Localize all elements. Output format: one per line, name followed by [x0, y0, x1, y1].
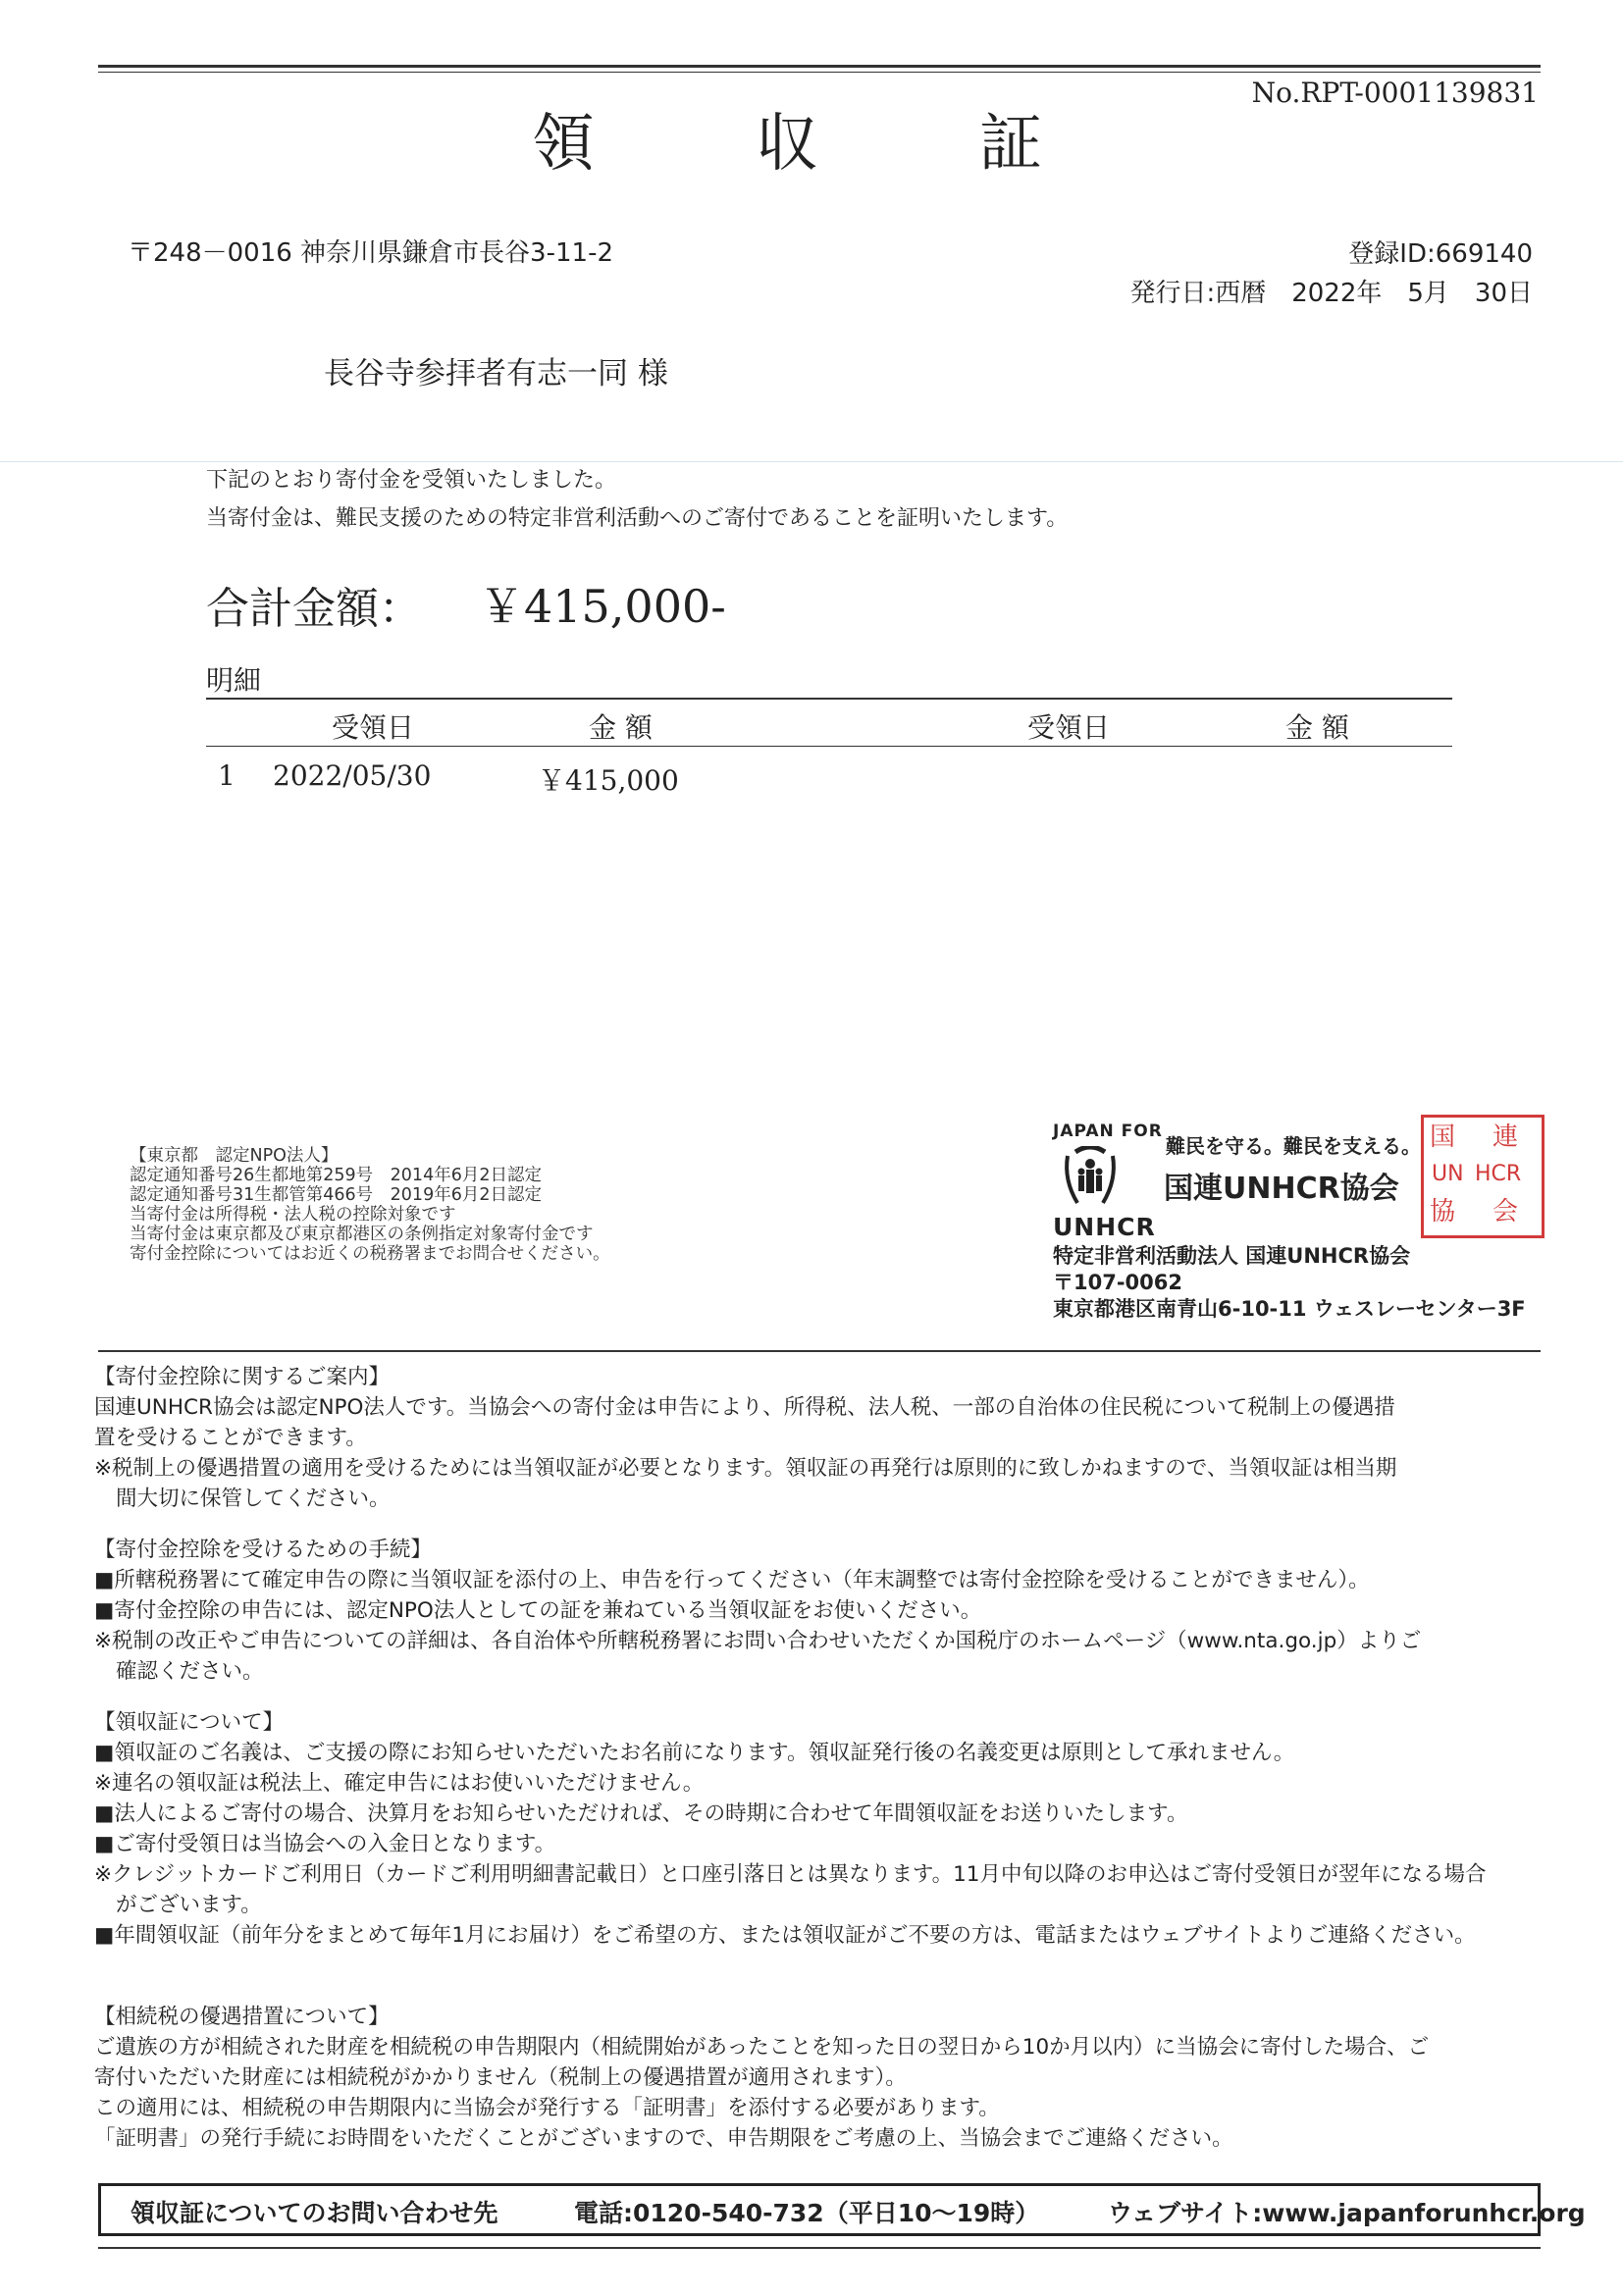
total-label: 合計金額：	[206, 584, 422, 634]
registration-id: 登録ID:669140	[1348, 239, 1533, 269]
details-header-rule	[206, 746, 1452, 747]
seal-char: 会	[1492, 1197, 1519, 1226]
recipient-address: 〒248－0016 神奈川県鎌倉市長谷3-11-2	[128, 238, 613, 268]
bottom-rule	[98, 2247, 1541, 2249]
section-title: 【相続税の優遇措置について】	[94, 2005, 390, 2029]
npo-info	[130, 1146, 610, 1264]
details-heading: 明細	[206, 664, 262, 697]
unhcr-logo-icon	[1060, 1146, 1121, 1215]
receipt-number: No.RPT-0001139831	[1251, 77, 1539, 109]
notice-line: ■寄付金控除の申告には、認定NPO法人としての証を兼ねている当領収証をお使いください。	[94, 1598, 982, 1623]
contact-box	[98, 2183, 1586, 2236]
official-seal	[1421, 1115, 1544, 1238]
npo-info-line: 寄付金控除についてはお近くの税務署までお問合せください。	[130, 1244, 610, 1264]
row-date: 2022/05/30	[273, 759, 432, 792]
col-header-amount-2: 金 額	[1285, 711, 1349, 744]
separator-line	[0, 461, 1623, 462]
notice-line: ■領収証のご名義は、ご支援の際にお知らせいただいたお名前になります。領収証発行後の名義変更は原則として承れません。	[94, 1741, 1295, 1765]
notice-line: 間大切に保管してください。	[116, 1487, 391, 1511]
npo-info-line: 認定通知番号26生都地第259号 2014年6月2日認定	[130, 1166, 542, 1185]
intro-line-1: 下記のとおり寄付金を受領いたしました。	[206, 468, 617, 493]
intro-line-2: 当寄付金は、難民支援のための特定非営利活動へのご寄付であることを証明いたします。	[206, 506, 1069, 531]
unhcr-emblem-icon	[1060, 1146, 1121, 1215]
seal-char: UN	[1432, 1162, 1464, 1186]
logo-unhcr: UNHCR	[1053, 1213, 1156, 1241]
notice-line: 寄付いただいた財産には相続税がかかりません（税制上の優遇措置が適用されます）。	[94, 2065, 907, 2090]
total-amount: ￥415,000-	[479, 580, 726, 633]
npo-info-line: 【東京都 認定NPO法人】	[130, 1146, 339, 1166]
row-amount: ￥415,000	[538, 764, 679, 797]
notice-line: ※税制の改正やご申告についての詳細は、各自治体や所轄税務署にお問い合わせいただくか国税庁のホームページ（www.nta.go.jp）よりご	[94, 1629, 1422, 1653]
col-header-date-1: 受領日	[332, 711, 415, 744]
recipient-name: 長谷寺参拝者有志一同 様	[324, 356, 668, 391]
issuer-address: 東京都港区南青山6-10-11 ウェスレーセンター3F	[1053, 1297, 1526, 1321]
notice-line: ■法人によるご寄付の場合、決算月をお知らせいただければ、その時期に合わせて年間領収証をお送りいたします。	[94, 1801, 1188, 1826]
notice-line: ■所轄税務署にて確定申告の際に当領収証を添付の上、申告を行ってください（年末調整では寄付金控除を受けることができません）。	[94, 1568, 1370, 1592]
issuer-postal: 〒107-0062	[1053, 1271, 1182, 1294]
notice-line: ※クレジットカードご利用日（カードご利用明細書記載日）と口座引落日とは異なります。11月中旬以降のお申込はご寄付受領日が翌年になる場合	[94, 1862, 1487, 1887]
notice-section	[94, 1535, 1546, 1687]
npo-info-line: 当寄付金は所得税・法人税の控除対象です	[130, 1205, 456, 1225]
issuer-tagline: 難民を守る。難民を支える。	[1166, 1134, 1421, 1158]
notice-section	[94, 1362, 1546, 1514]
seal-char: 国	[1430, 1122, 1456, 1152]
row-number: 1	[218, 759, 236, 792]
section-title: 【寄付金控除に関するご案内】	[94, 1365, 391, 1389]
npo-info-line: 認定通知番号31生都管第466号 2019年6月2日認定	[130, 1185, 542, 1205]
notice-line: ■年間領収証（前年分をまとめて毎年1月にお届け）をご希望の方、または領収証がご不要の方は、電話またはウェブサイトよりご連絡ください。	[94, 1923, 1476, 1948]
notice-section	[94, 1707, 1546, 1951]
section-title: 【領収証について】	[94, 1710, 285, 1735]
notice-line: ※税制上の優遇措置の適用を受けるためには当領収証が必要となります。領収証の再発行は原則的に致しかねますので、当領収証は相当期	[94, 1456, 1397, 1481]
notice-line: 確認ください。	[116, 1659, 264, 1684]
notice-line: ※連名の領収証は税法上、確定申告にはお使いいただけません。	[94, 1771, 705, 1796]
seal-char: 協	[1430, 1197, 1456, 1226]
notice-line: この適用には、相続税の申告期限内に当協会が発行する「証明書」を添付する必要があります。	[94, 2096, 1000, 2120]
col-header-amount-1: 金 額	[589, 711, 653, 744]
notice-line: 「証明書」の発行手続にお時間をいただくことがございますので、申告期限をご考慮の上、当協会までご連絡ください。	[94, 2126, 1233, 2151]
notice-line: ■ご寄付受領日は当協会への入金日となります。	[94, 1832, 556, 1856]
notice-line: 置を受けることができます。	[94, 1426, 367, 1450]
col-header-date-2: 受領日	[1027, 711, 1111, 744]
issue-date: 発行日:西暦 2022年 5月 30日	[1129, 279, 1533, 308]
notice-line: がございます。	[116, 1893, 262, 1917]
notice-rule-top	[98, 1350, 1541, 1352]
contact-phone: 電話:0120-540-732（平日10～19時）	[574, 2199, 1040, 2227]
notice-section	[94, 2002, 1546, 2154]
top-rule-thin	[98, 72, 1541, 73]
seal-char: HCR	[1475, 1162, 1522, 1186]
issuer-org: 特定非営利活動法人 国連UNHCR協会	[1053, 1244, 1411, 1268]
section-title: 【寄付金控除を受けるための手続】	[94, 1538, 433, 1562]
page-title: 領 収 証	[532, 108, 1091, 181]
top-rule-thick	[98, 65, 1541, 68]
notice-line: 国連UNHCR協会は認定NPO法人です。当協会への寄付金は申告により、所得税、法人税、一部の自治体の住民税について税制上の優遇措	[94, 1395, 1395, 1420]
logo-japan-for: JAPAN FOR	[1053, 1122, 1163, 1141]
issuer-name-logo: 国連UNHCR協会	[1164, 1172, 1399, 1206]
seal-char: 連	[1492, 1122, 1519, 1152]
npo-info-line: 当寄付金は東京都及び東京都港区の条例指定対象寄付金です	[130, 1225, 594, 1244]
contact-label: 領収証についてのお問い合わせ先	[131, 2199, 498, 2227]
details-top-rule	[206, 698, 1452, 700]
notice-line: ご遺族の方が相続された財産を相続税の申告期限内（相続開始があったことを知った日の翌日から10か月以内）に当協会に寄付した場合、ご	[94, 2035, 1430, 2060]
contact-website: ウェブサイト:www.japanforunhcr.org	[1108, 2199, 1586, 2227]
